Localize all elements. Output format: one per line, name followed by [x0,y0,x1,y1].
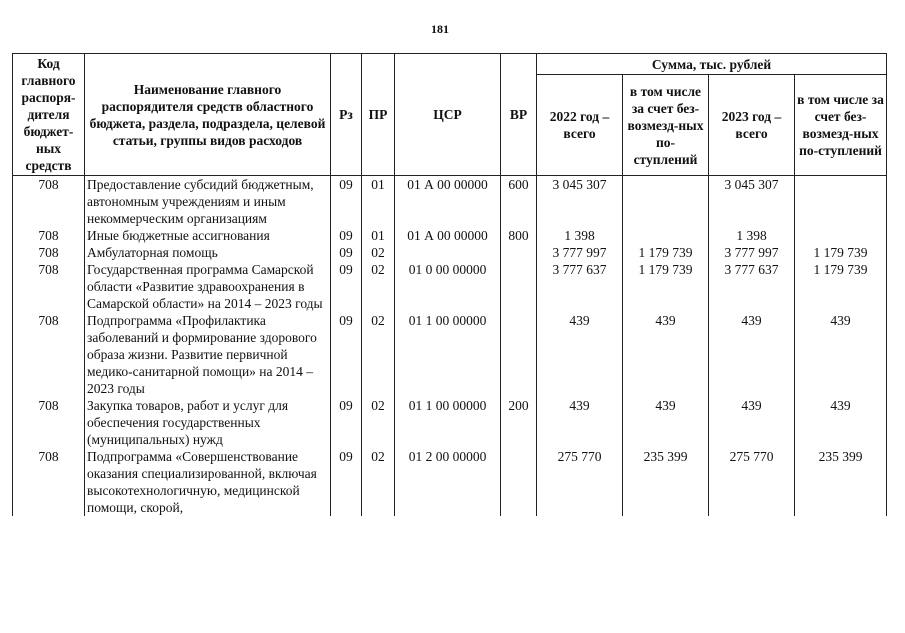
cell-csr: 01 1 00 00000 [395,312,501,397]
cell-2022-free [623,176,709,228]
cell-2022-total: 3 045 307 [537,176,623,228]
table-body [13,176,887,517]
cell-pr: 02 [362,448,395,516]
cell-kod: 708 [13,448,85,516]
cell-2022-total: 1 398 [537,227,623,244]
cell-2023-free [795,176,887,228]
table-row [13,261,887,312]
table-row [13,176,887,228]
cell-2022-free [623,227,709,244]
cell-rz: 09 [331,397,362,448]
cell-2022-free: 439 [623,397,709,448]
cell-vr [501,448,537,516]
cell-name: Подпрограмма «Совершенствование оказания специализированной, включая высокотехнологичную, медицинской помощи, скорой, [85,448,331,516]
header-pr: ПР [362,54,395,176]
page-number: 181 [431,22,449,36]
cell-2022-total: 275 770 [537,448,623,516]
cell-name: Амбулаторная помощь [85,244,331,261]
cell-2022-total: 439 [537,312,623,397]
header-2023-total: 2023 год – всего [709,75,795,176]
cell-name: Подпрограмма «Профилактика заболеваний и формирование здорового образа жизни. Развитие первичной медико-санитарной помощи» на 2014 – 2023 годы [85,312,331,397]
cell-2023-free: 235 399 [795,448,887,516]
header-name: Наименование главного распорядителя средств областного бюджета, раздела, подраздела, целевой статьи, группы видов расходов [85,54,331,176]
cell-2023-total: 3 045 307 [709,176,795,228]
cell-vr: 800 [501,227,537,244]
cell-2023-total: 1 398 [709,227,795,244]
cell-2023-free: 1 179 739 [795,244,887,261]
cell-pr: 01 [362,227,395,244]
cell-vr [501,312,537,397]
header-kod: Код главного распоря-дителя бюджет-ных средств [13,54,85,176]
header-2022-free: в том числе за счет без-возмезд-ных по-ступлений [623,75,709,176]
cell-pr: 02 [362,244,395,261]
table-row [13,244,887,261]
cell-2023-total: 439 [709,312,795,397]
cell-2022-free: 1 179 739 [623,261,709,312]
table-row [13,448,887,516]
cell-pr: 02 [362,261,395,312]
cell-csr: 01 А 00 00000 [395,227,501,244]
cell-vr: 200 [501,397,537,448]
cell-csr: 01 2 00 00000 [395,448,501,516]
cell-rz: 09 [331,227,362,244]
cell-kod: 708 [13,227,85,244]
cell-2023-free: 439 [795,312,887,397]
cell-rz: 09 [331,244,362,261]
cell-csr: 01 0 00 00000 [395,261,501,312]
cell-kod: 708 [13,312,85,397]
cell-2022-free: 1 179 739 [623,244,709,261]
cell-rz: 09 [331,261,362,312]
cell-name: Закупка товаров, работ и услуг для обеспечения государственных (муниципальных) нужд [85,397,331,448]
cell-name: Государственная программа Самарской области «Развитие здравоохранения в Самарской области» на 2014 – 2023 годы [85,261,331,312]
header-vr: ВР [501,54,537,176]
table-header [13,54,887,176]
cell-2023-total: 3 777 997 [709,244,795,261]
cell-2023-total: 3 777 637 [709,261,795,312]
cell-csr: 01 А 00 00000 [395,176,501,228]
cell-vr [501,261,537,312]
cell-csr [395,244,501,261]
cell-2023-free: 1 179 739 [795,261,887,312]
cell-2023-total: 439 [709,397,795,448]
header-csr: ЦСР [395,54,501,176]
cell-2023-free [795,227,887,244]
header-rz: Рз [331,54,362,176]
header-2022-total: 2022 год – всего [537,75,623,176]
cell-2022-total: 3 777 997 [537,244,623,261]
cell-2023-total: 275 770 [709,448,795,516]
cell-csr: 01 1 00 00000 [395,397,501,448]
cell-2022-total: 439 [537,397,623,448]
cell-2022-free: 235 399 [623,448,709,516]
cell-kod: 708 [13,397,85,448]
cell-kod: 708 [13,176,85,228]
cell-2022-total: 3 777 637 [537,261,623,312]
cell-name: Предоставление субсидий бюджетным, автономным учреждениям и иным некоммерческим организациям [85,176,331,228]
cell-vr [501,244,537,261]
table-row [13,227,887,244]
cell-2022-free: 439 [623,312,709,397]
header-2023-free: в том числе за счет без-возмезд-ных по-ступлений [795,75,887,176]
cell-2023-free: 439 [795,397,887,448]
cell-pr: 01 [362,176,395,228]
cell-rz: 09 [331,448,362,516]
cell-kod: 708 [13,261,85,312]
table-row [13,397,887,448]
cell-vr: 600 [501,176,537,228]
cell-rz: 09 [331,176,362,228]
cell-name: Иные бюджетные ассигнования [85,227,331,244]
budget-table [12,53,887,516]
header-sum: Сумма, тыс. рублей [537,54,887,75]
table-row [13,312,887,397]
cell-rz: 09 [331,312,362,397]
cell-pr: 02 [362,312,395,397]
cell-kod: 708 [13,244,85,261]
cell-pr: 02 [362,397,395,448]
